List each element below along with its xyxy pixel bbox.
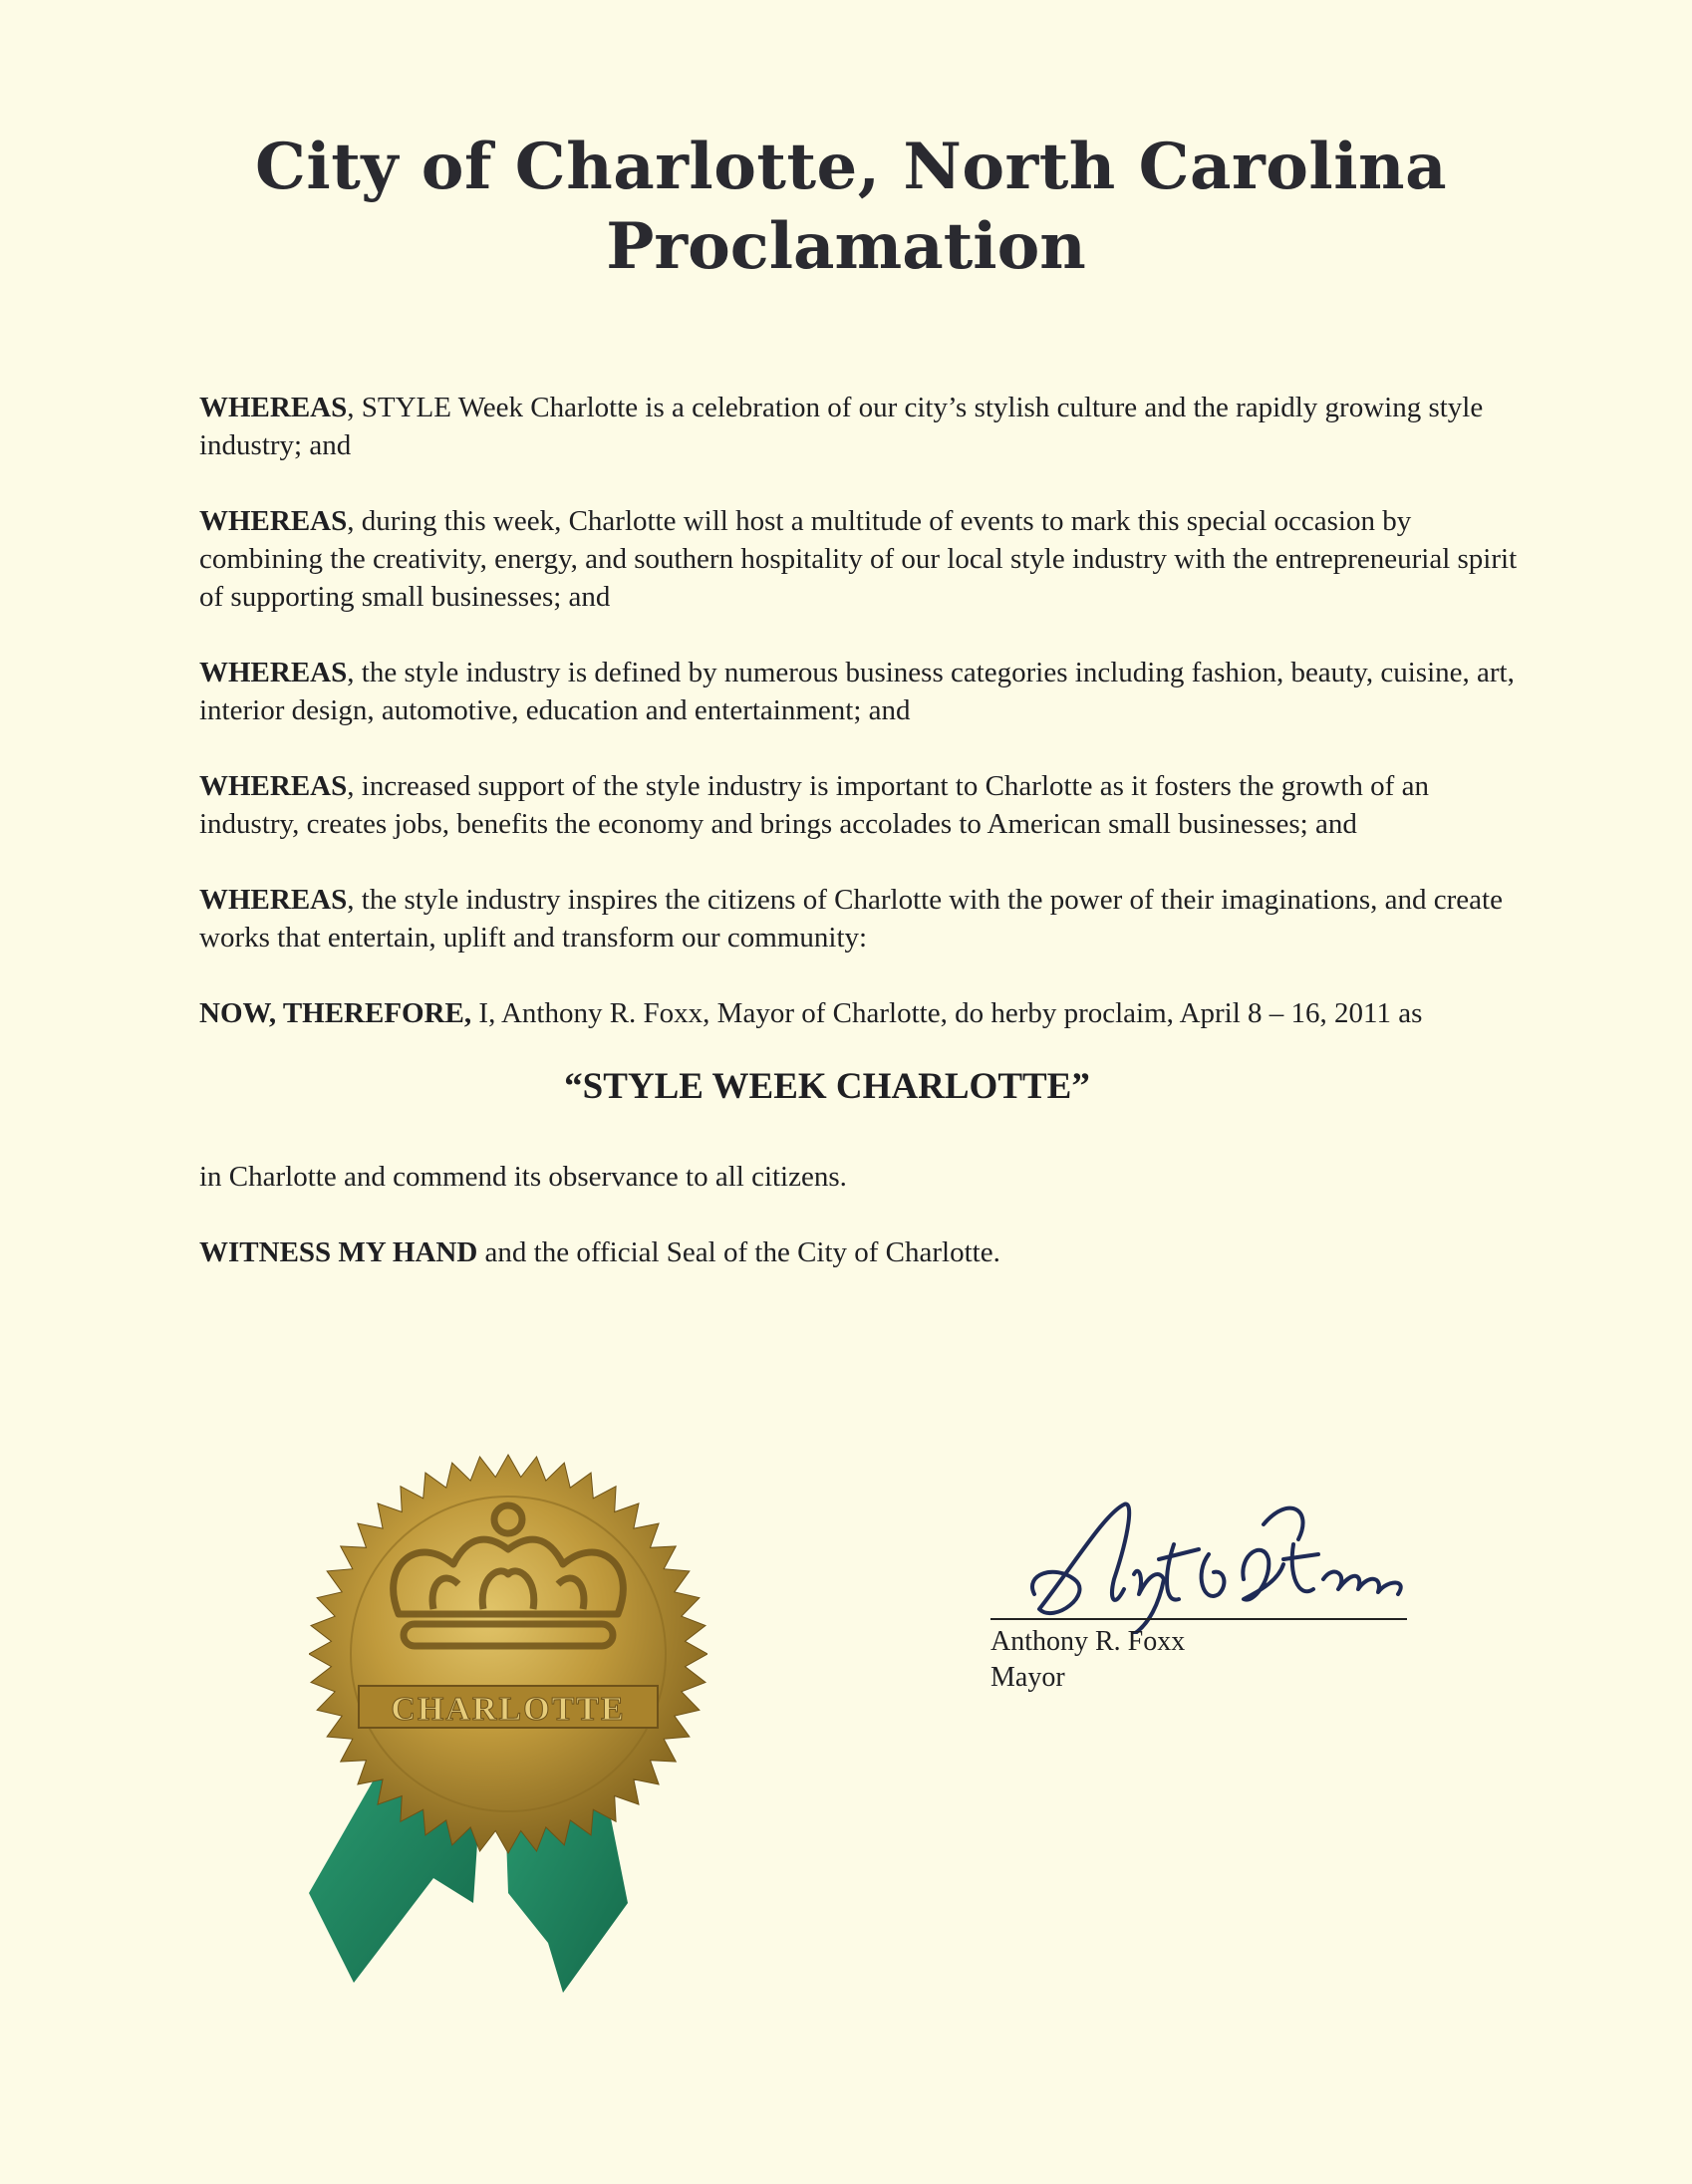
proclamation-text: I, Anthony R. Foxx, Mayor of Charlotte, do herby proclaim, April 8 – 16, 2011 as bbox=[471, 997, 1423, 1029]
witness-text: and the official Seal of the City of Charlotte. bbox=[477, 1236, 1000, 1268]
event-name: “STYLE WEEK CHARLOTTE” bbox=[564, 1066, 1090, 1107]
whereas-text: , during this week, Charlotte will host a multitude of events to mark this special occasion by combining the creativity, energy, and southern hospitality of our local style industry with the entrepreneurial spirit of supporting small businesses; and bbox=[199, 505, 1518, 613]
document-title: City of Charlotte, North Carolina bbox=[254, 130, 1448, 204]
signer-title: Mayor bbox=[990, 1662, 1065, 1693]
whereas-text: , the style industry inspires the citizens of Charlotte with the power of their imaginations, and create works that entertain, uplift and transform our community: bbox=[199, 884, 1503, 954]
whereas-text: , the style industry is defined by numerous business categories including fashion, beauty, cuisine, art, interior design, automotive, education and entertainment; and bbox=[199, 657, 1515, 726]
header bbox=[0, 128, 1692, 287]
whereas-paragraph-2 bbox=[199, 502, 1525, 616]
signature-line bbox=[990, 1618, 1407, 1620]
signature-icon bbox=[1014, 1485, 1433, 1634]
whereas-paragraph-4 bbox=[199, 767, 1525, 843]
whereas-lead: WHEREAS bbox=[199, 505, 348, 537]
whereas-lead: WHEREAS bbox=[199, 770, 348, 802]
proclamation-paragraph bbox=[199, 994, 1525, 1032]
signer-name: Anthony R. Foxx bbox=[990, 1626, 1186, 1657]
whereas-lead: WHEREAS bbox=[199, 884, 348, 916]
whereas-paragraph-5 bbox=[199, 881, 1525, 956]
seal-wordmark: CHARLOTTE bbox=[391, 1691, 626, 1728]
whereas-paragraph-1 bbox=[199, 389, 1525, 464]
city-seal-icon bbox=[309, 1425, 707, 2003]
witness-lead: WITNESS MY HAND bbox=[199, 1236, 478, 1268]
proclamation-body bbox=[199, 389, 1525, 1309]
whereas-lead: WHEREAS bbox=[199, 657, 348, 688]
observance-paragraph: in Charlotte and commend its observance to all citizens. bbox=[199, 1161, 847, 1193]
document-subtitle: Proclamation bbox=[606, 209, 1086, 284]
witness-paragraph bbox=[199, 1233, 1525, 1271]
whereas-text: , STYLE Week Charlotte is a celebration of our city’s stylish culture and the rapidly growing style industry; and bbox=[199, 392, 1484, 461]
proclamation-lead: NOW, THEREFORE, bbox=[199, 997, 472, 1029]
whereas-paragraph-3 bbox=[199, 654, 1525, 729]
whereas-lead: WHEREAS bbox=[199, 392, 348, 423]
whereas-text: , increased support of the style industry is important to Charlotte as it fosters the growth of an industry, creates jobs, benefits the economy and brings accolades to American small businesses; and bbox=[199, 770, 1429, 840]
